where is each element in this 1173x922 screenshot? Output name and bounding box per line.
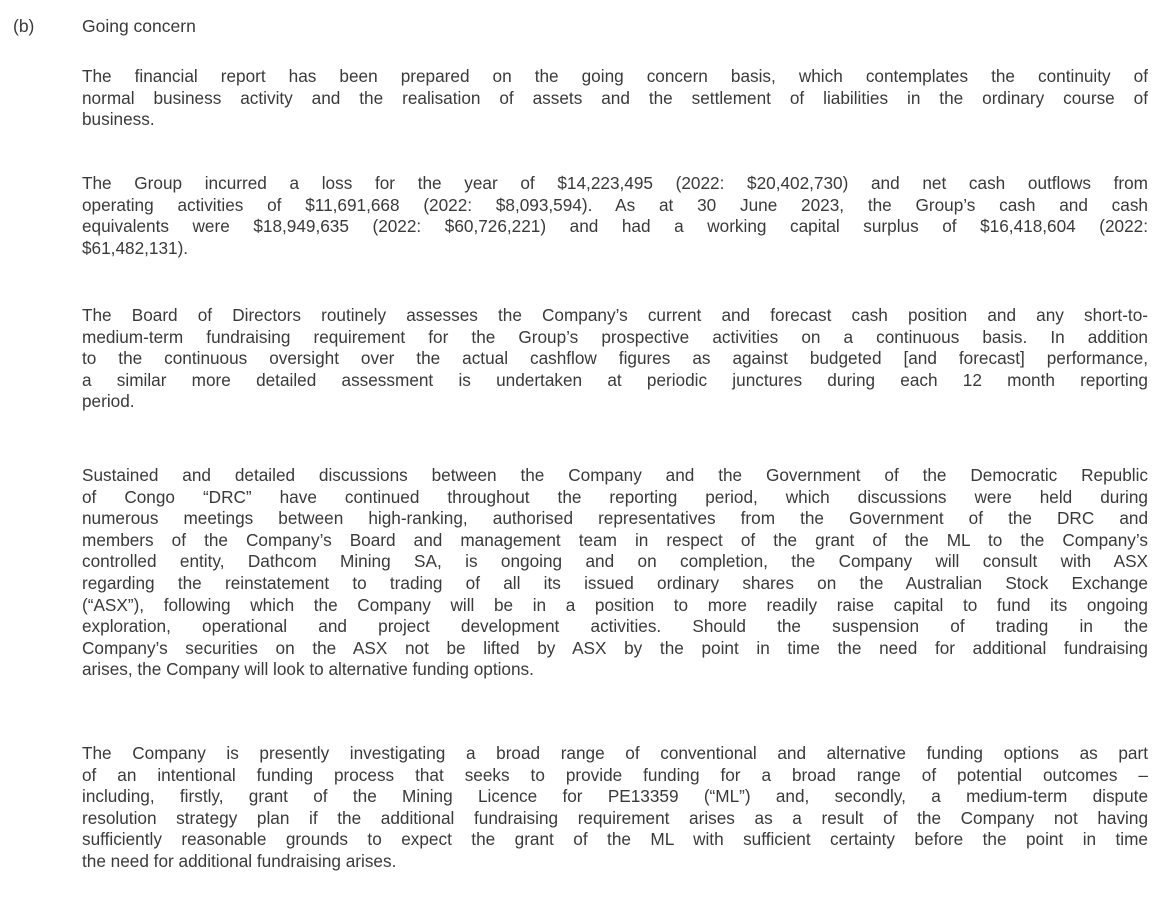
text-line: The financial report has been prepared on the going concern basis, which contemplates the continuity of [82,66,1148,86]
text-line: controlled entity, Dathcom Mining SA, is ongoing and on completion, the Company will consult with ASX [82,551,1148,572]
text-line: numerous meetings between high-ranking, authorised representatives from the Government of the DRC and [82,508,1148,529]
text-line: arises, the Company will look to alternative funding options. [82,659,534,680]
text-line: to the continuous oversight over the actual cashflow figures as against budgeted [and forecast] performance, [82,348,1148,369]
text-line: sufficiently reasonable grounds to expect the grant of the ML with sufficient certainty before the point in time [82,829,1148,850]
text-line: (“ASX”), following which the Company will be in a position to more readily raise capital to fund its ongoing [82,594,1148,615]
text-line: The Board of Directors routinely assesses the Company’s current and forecast cash position and any short-to- [82,305,1148,325]
text-line: Company’s securities on the ASX not be lifted by ASX by the point in time the need for additional fundraising [82,637,1148,658]
text-line: the need for additional fundraising arises. [82,850,397,871]
section-label: (b) [13,16,35,36]
text-line: operating activities of $11,691,668 (2022: $8,093,594). As at 30 June 2023, the Group’s cash and cash [82,194,1148,215]
text-line: including, firstly, grant of the Mining Licence for PE13359 (“ML”) and, secondly, a medium-term dispute [82,786,1148,807]
text-line: exploration, operational and project development activities. Should the suspension of trading in the [82,616,1148,637]
text-line: resolution strategy plan if the additional fundraising requirement arises as a result of the Company not having [82,807,1148,828]
text-line: of Congo “DRC” have continued throughout the reporting period, which discussions were held during [82,486,1148,507]
text-line: The Group incurred a loss for the year of $14,223,495 (2022: $20,402,730) and net cash outflows from [82,173,1148,193]
text-line: of an intentional funding process that seeks to provide funding for a broad range of potential outcomes – [82,764,1148,785]
text-line: Sustained and detailed discussions between the Company and the Government of the Democratic Republic [82,465,1148,485]
paragraph-basis-of-preparation [82,66,1148,131]
text-line: business. [82,109,155,130]
paragraph-financial-position [82,173,1148,259]
paragraph-board-assessment [82,305,1148,413]
text-line: normal business activity and the realisation of assets and the settlement of liabilities in the ordinary course of [82,87,1148,108]
text-line: period. [82,391,135,412]
text-line: medium-term fundraising requirement for the Group’s prospective activities on a continuous basis. In addition [82,326,1148,347]
text-line: regarding the reinstatement to trading of all its issued ordinary shares on the Australian Stock Exchange [82,572,1148,593]
text-line: The Company is presently investigating a broad range of conventional and alternative funding options as part [82,743,1148,763]
text-line: $61,482,131). [82,237,189,258]
text-line: members of the Company’s Board and management team in respect of the grant of the ML to the Company’s [82,529,1148,550]
paragraph-drc-discussions [82,465,1148,681]
paragraph-funding-options [82,743,1148,873]
text-line: equivalents were $18,949,635 (2022: $60,726,221) and had a working capital surplus of $16,418,604 (2022: [82,216,1148,237]
section-title: Going concern [82,16,196,36]
text-line: a similar more detailed assessment is undertaken at periodic junctures during each 12 month reporting [82,369,1148,390]
